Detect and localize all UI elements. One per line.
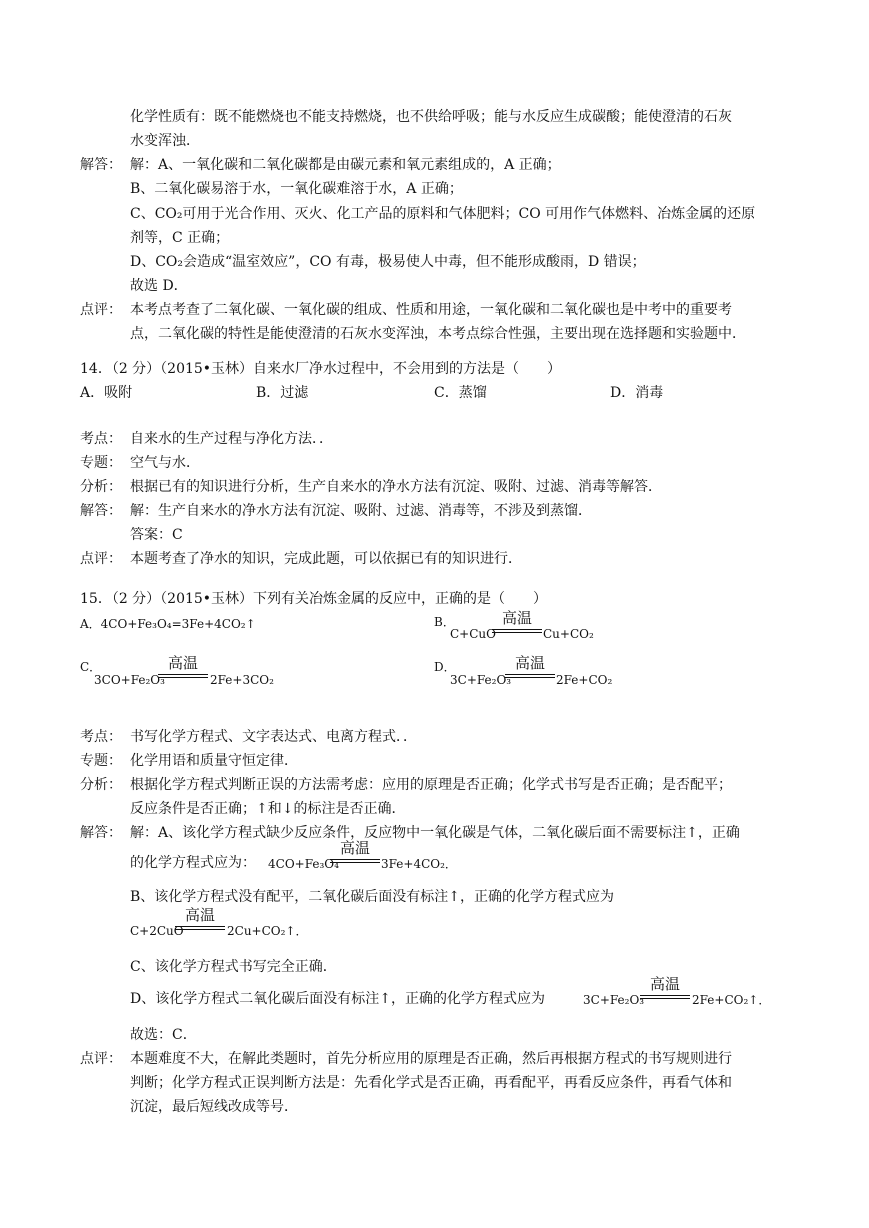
q15-jieda-a-left: 4CO+Fe₃O₄ bbox=[268, 857, 339, 871]
q15-zhuanti: 化学用语和质量守恒定律． bbox=[130, 753, 298, 769]
q15-option-b-condition-text: 高温 bbox=[501, 609, 532, 627]
q15-kaodian-label: 考点： bbox=[80, 729, 122, 745]
q15-stem: 15．（2 分）（2015•玉林）下列有关冶炼金属的反应中，正确的是（ ） bbox=[80, 591, 548, 607]
q14-jieda: 解：生产自来水的净水方法有沉淀、吸附、过滤、消毒等，不涉及到蒸馏． bbox=[130, 503, 592, 519]
q15-fenxi-line-2: 反应条件是否正确；↑和↓的标注是否正确． bbox=[130, 801, 406, 817]
q15-fenxi-label: 分析： bbox=[80, 777, 122, 793]
q15-jieda-a-condition-text: 高温 bbox=[339, 839, 370, 857]
top-text-line-1: 化学性质有：既不能燃烧也不能支持燃烧，也不供给呼吸；能与水反应生成碳酸；能使澄清的石灰 bbox=[130, 109, 732, 125]
q15-option-c-right: 2Fe+3CO₂ bbox=[210, 673, 274, 687]
q14-fenxi: 根据已有的知识进行分析，生产自来水的净水方法有沉淀、吸附、过滤、消毒等解答． bbox=[130, 479, 662, 495]
q15-jieda-d-condition-text: 高温 bbox=[649, 975, 680, 993]
q14-dianping-label: 点评： bbox=[80, 551, 122, 567]
q14-kaodian: 自来水的生产过程与净化方法．． bbox=[130, 431, 333, 447]
q15-jieda-c: C、该化学方程式书写完全正确． bbox=[130, 959, 337, 975]
q13-answer-line-4: 剂等，C 正确； bbox=[130, 230, 230, 246]
q15-dianping-line-2: 判断；化学方程式正误判断方法是：先看化学式是否正确，再看配平，再看反应条件，再看气体和 bbox=[130, 1075, 732, 1091]
q15-option-d-right: 2Fe+CO₂ bbox=[556, 673, 613, 687]
q13-answer-line-5: D、CO₂会造成“温室效应”，CO 有毒，极易使人中毒，但不能形成酸雨，D 错误； bbox=[130, 254, 646, 270]
q14-kaodian-label: 考点： bbox=[80, 431, 122, 447]
q14-answer: 答案：C bbox=[130, 527, 183, 543]
q15-dianping-line-1: 本题难度不大，在解此类题时，首先分析应用的原理是否正确，然后再根据方程式的书写规则进行 bbox=[130, 1051, 732, 1067]
q15-option-a-label: A． bbox=[80, 617, 101, 631]
q13-answer-line-3: C、CO₂可用于光合作用、灭火、化工产品的原料和气体肥料；CO 可用作气体燃料、冶炼金属的还原 bbox=[130, 206, 756, 222]
q15-option-d-label: D． bbox=[434, 660, 456, 674]
top-text-line-2: 水变浑浊． bbox=[130, 133, 200, 149]
q13-comment-line-2: 点，二氧化碳的特性是能使澄清的石灰水变浑浊，本考点综合性强，主要出现在选择题和实验题中． bbox=[130, 326, 746, 342]
q15-jieda-a-right: 3Fe+4CO₂． bbox=[381, 857, 457, 871]
q14-option-d: D．消毒 bbox=[610, 385, 664, 401]
q15-jieda-end: 故选：C． bbox=[130, 1027, 197, 1043]
q13-answer-line-6: 故选 D． bbox=[130, 278, 188, 294]
q14-jieda-label: 解答： bbox=[80, 503, 122, 519]
q15-jieda-a-prefix: 的化学方程式应为： bbox=[130, 855, 256, 871]
q15-option-b-left: C+CuO bbox=[450, 627, 496, 641]
q13-answer-line-2: B、二氧化碳易溶于水，一氧化碳难溶于水，A 正确； bbox=[130, 181, 463, 197]
q14-zhuanti-label: 专题： bbox=[80, 455, 122, 471]
q15-option-c-condition-text: 高温 bbox=[167, 654, 198, 672]
q15-zhuanti-label: 专题： bbox=[80, 753, 122, 769]
q15-dianping-line-3: 沉淀，最后短线改成等号． bbox=[130, 1099, 298, 1115]
q15-kaodian: 书写化学方程式、文字表达式、电离方程式．． bbox=[130, 729, 417, 745]
q15-option-a-equation: 4CO+Fe₃O₄=3Fe+4CO₂↑ bbox=[100, 617, 256, 631]
q15-jieda-label: 解答： bbox=[80, 825, 122, 841]
q15-option-d-condition-text: 高温 bbox=[514, 654, 545, 672]
q14-dianping: 本题考查了净水的知识，完成此题，可以依据已有的知识进行． bbox=[130, 551, 522, 567]
q14-fenxi-label: 分析： bbox=[80, 479, 122, 495]
q15-dianping-label: 点评： bbox=[80, 1051, 122, 1067]
q15-jieda-d-left: 3C+Fe₂O₃ bbox=[583, 993, 645, 1007]
q13-comment-label: 点评： bbox=[80, 302, 122, 318]
q14-option-c: C．蒸馏 bbox=[434, 385, 487, 401]
q15-option-a bbox=[80, 617, 256, 631]
q13-answer-label: 解答： bbox=[80, 157, 122, 173]
q15-jieda-d-right: 2Fe+CO₂↑． bbox=[692, 993, 771, 1007]
q13-answer-line-1: 解：A、一氧化碳和二氧化碳都是由碳元素和氧元素组成的，A 正确； bbox=[130, 157, 561, 173]
q14-zhuanti: 空气与水． bbox=[130, 455, 200, 471]
q15-jieda-b-condition-text: 高温 bbox=[184, 906, 215, 924]
q15-jieda-b-right: 2Cu+CO₂↑． bbox=[227, 924, 308, 938]
q14-stem: 14．（2 分）（2015•玉林）自来水厂净水过程中，不会用到的方法是（ ） bbox=[80, 361, 562, 377]
q15-option-c-left: 3CO+Fe₂O₃ bbox=[94, 673, 165, 687]
q15-option-d-left: 3C+Fe₂O₃ bbox=[450, 673, 512, 687]
q15-jieda-b-left: C+2CuO bbox=[130, 924, 184, 938]
q15-option-b-right: Cu+CO₂ bbox=[543, 627, 594, 641]
q15-fenxi-line-1: 根据化学方程式判断正误的方法需考虑：应用的原理是否正确；化学式书写是否正确；是否配平； bbox=[130, 777, 732, 793]
q15-jieda-a-line-1: 解：A、该化学方程式缺少反应条件，反应物中一氧化碳是气体，二氧化碳后面不需要标注↑，正确 bbox=[130, 825, 740, 841]
q15-option-c-label: C． bbox=[80, 660, 102, 674]
q13-comment-line-1: 本考点考查了二氧化碳、一氧化碳的组成、性质和用途，一氧化碳和二氧化碳也是中考中的重要考 bbox=[130, 302, 732, 318]
q15-option-b-label: B． bbox=[434, 615, 455, 629]
q14-option-a: A．吸附 bbox=[80, 385, 133, 401]
q14-option-b: B．过滤 bbox=[256, 385, 309, 401]
q15-jieda-d-prefix: D、该化学方程式二氧化碳后面没有标注↑，正确的化学方程式应为 bbox=[130, 991, 545, 1007]
q15-jieda-b-line-1: B、该化学方程式没有配平，二氧化碳后面没有标注↑，正确的化学方程式应为 bbox=[130, 889, 615, 905]
